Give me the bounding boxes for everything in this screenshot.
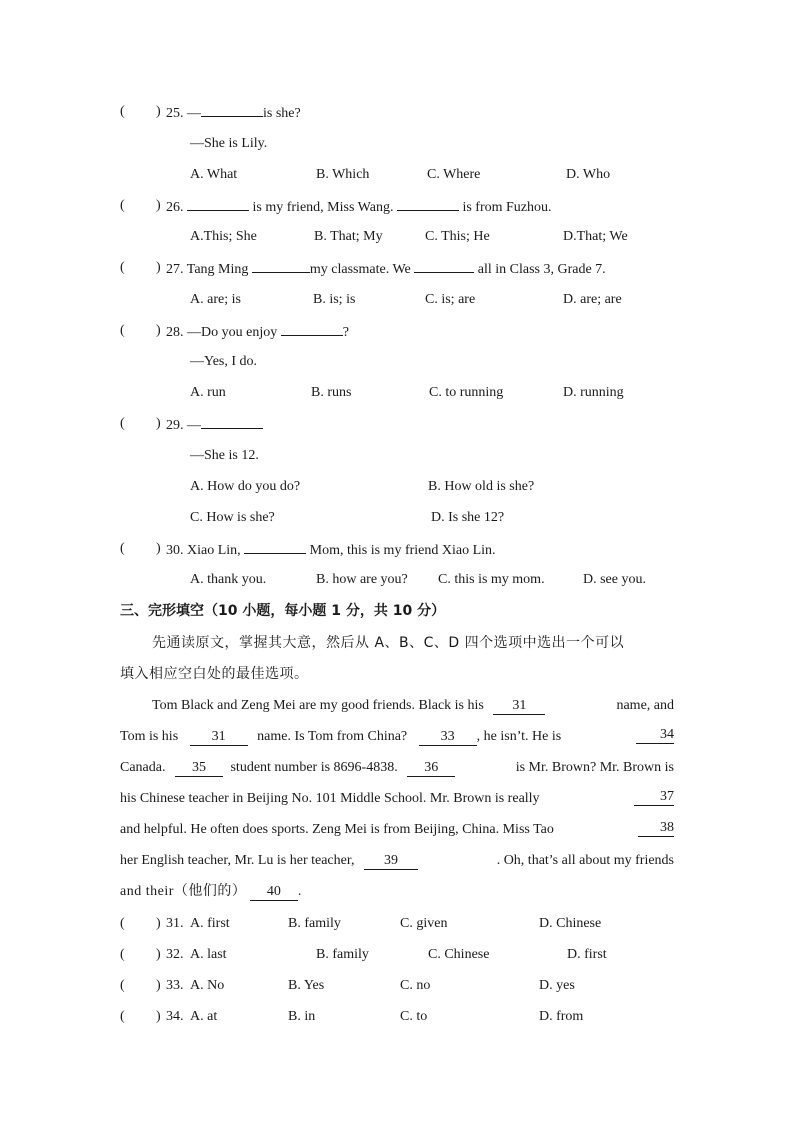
option-a: A. run — [190, 385, 226, 400]
answer-paren-open: ( — [120, 260, 125, 275]
option-c: C. this is my mom. — [438, 572, 545, 587]
option-d: D. are; are — [563, 292, 622, 307]
passage-text: is Mr. Brown? Mr. Brown is — [515, 760, 674, 775]
passage-text: his Chinese teacher in Beijing No. 101 Middle School. Mr. Brown is really — [120, 791, 540, 806]
option-c: C. no — [400, 978, 431, 993]
question-mark: ? — [342, 325, 349, 340]
option-d: D. first — [567, 947, 607, 962]
passage-line-7 — [120, 882, 301, 902]
answer-paren-close: ) — [156, 198, 161, 213]
question-number — [166, 102, 301, 124]
option-b: B. family — [316, 947, 369, 962]
passage-text: her English teacher, Mr. Lu is her teacher, — [120, 853, 355, 868]
passage-text: and helpful. He often does sports. Zeng Mei is from Beijing, China. Miss Tao — [120, 822, 554, 837]
option-c: C. How is she? — [190, 510, 275, 525]
option-a: A. No — [190, 978, 225, 993]
question-number-text: 26. — [166, 200, 184, 215]
answer-blank — [252, 258, 310, 273]
option-b: B. in — [288, 1009, 316, 1024]
passage-line-4 — [120, 789, 674, 809]
passage-text: name, and — [616, 698, 674, 713]
answer-blank — [244, 539, 306, 554]
answer-paren-close: ) — [156, 947, 161, 962]
question-number: 32. — [166, 947, 184, 962]
answer-paren-open: ( — [120, 916, 125, 931]
question-number — [166, 414, 263, 436]
option-a: A. last — [190, 947, 227, 962]
question-stem: my classmate. We — [309, 262, 411, 277]
option-c: C. This; He — [425, 229, 490, 244]
passage-line-5 — [120, 820, 674, 840]
answer-blank — [187, 196, 249, 211]
passage-text: Canada. — [120, 760, 166, 775]
answer-blank — [201, 414, 263, 429]
passage-line-1 — [152, 696, 674, 716]
answer-paren-close: ) — [156, 978, 161, 993]
instruction-line-1: 先通读原文，掌握其大意，然后从 A、B、C、D 四个选项中选出一个可以 — [152, 635, 625, 651]
answer-paren-close: ) — [156, 1009, 161, 1024]
option-b: B. runs — [311, 385, 352, 400]
answer-paren-close: ) — [156, 916, 161, 931]
option-a: A. at — [190, 1009, 218, 1024]
option-d: D. Is she 12? — [431, 510, 505, 525]
question-stem: all in Class 3, Grade 7. — [477, 262, 606, 277]
question-stem: is my friend, Miss Wang. — [252, 200, 394, 215]
option-a: A. thank you. — [190, 572, 267, 587]
question-number: 31. — [166, 916, 184, 931]
answer-paren-open: ( — [120, 978, 125, 993]
question-number — [166, 321, 349, 343]
answer-paren-open: ( — [120, 541, 125, 556]
dash: — — [187, 106, 201, 121]
option-c: C. Chinese — [428, 947, 490, 962]
answer-paren-close: ) — [156, 323, 161, 338]
passage-text: and their（他们的） — [120, 884, 247, 899]
blank-37: 37 — [634, 789, 674, 806]
answer-paren-open: ( — [120, 104, 125, 119]
reply-line: —Yes, I do. — [190, 354, 258, 369]
option-a: A. What — [190, 167, 238, 182]
question-stem: —Do you enjoy — [187, 325, 278, 340]
option-c: C. to running — [429, 385, 504, 400]
answer-paren-close: ) — [156, 260, 161, 275]
option-c: C. Where — [427, 167, 481, 182]
option-c: C. given — [400, 916, 448, 931]
blank-36: 36 — [407, 760, 455, 777]
option-b: B. is; is — [313, 292, 356, 307]
reply-line: —She is Lily. — [190, 136, 268, 151]
blank-40: 40 — [250, 884, 298, 901]
option-d: D. Chinese — [539, 916, 602, 931]
option-b: B. family — [288, 916, 341, 931]
blank-33: 33 — [419, 729, 477, 746]
option-a: A. are; is — [190, 292, 241, 307]
answer-paren-open: ( — [120, 947, 125, 962]
passage-text: , he isn’t. He is — [476, 729, 562, 744]
passage-text: . — [297, 884, 302, 899]
option-b: B. Yes — [288, 978, 325, 993]
answer-paren-close: ) — [156, 104, 161, 119]
blank-31: 31 — [493, 698, 545, 715]
option-a: A.This; She — [190, 229, 257, 244]
option-b: B. Which — [316, 167, 370, 182]
question-number-text: 25. — [166, 106, 184, 121]
question-number: 34. — [166, 1009, 184, 1024]
answer-paren-open: ( — [120, 1009, 125, 1024]
answer-paren-open: ( — [120, 323, 125, 338]
option-c: C. to — [400, 1009, 428, 1024]
blank-39: 39 — [364, 853, 418, 870]
answer-blank — [414, 258, 474, 273]
question-stem: is from Fuzhou. — [462, 200, 552, 215]
passage-text: . Oh, that’s all about my friends — [496, 853, 674, 868]
question-number — [166, 539, 496, 561]
passage-line-3 — [120, 758, 674, 778]
question-number: 33. — [166, 978, 184, 993]
question-number-text: 29. — [166, 418, 184, 433]
option-b: B. how are you? — [316, 572, 408, 587]
answer-blank — [397, 196, 459, 211]
question-number-text: 27. — [166, 262, 184, 277]
answer-paren-close: ) — [156, 541, 161, 556]
passage-line-6 — [120, 851, 674, 871]
passage-text: Tom is his — [120, 729, 179, 744]
question-stem: Tang Ming — [186, 262, 249, 277]
option-d: D. running — [563, 385, 624, 400]
blank-34: 34 — [636, 727, 674, 744]
answer-paren-open: ( — [120, 416, 125, 431]
answer-paren-close: ) — [156, 416, 161, 431]
option-a: A. How do you do? — [190, 479, 301, 494]
answer-blank — [281, 321, 343, 336]
passage-line-2 — [120, 727, 674, 747]
option-d: D. see you. — [583, 572, 646, 587]
answer-blank — [201, 102, 263, 117]
blank-35: 35 — [175, 760, 223, 777]
dash: — — [187, 418, 201, 433]
option-d: D. yes — [539, 978, 575, 993]
option-d: D.That; We — [563, 229, 628, 244]
option-c: C. is; are — [425, 292, 476, 307]
section-heading: 三、完形填空（10 小题，每小题 1 分，共 10 分） — [120, 603, 446, 619]
answer-paren-open: ( — [120, 198, 125, 213]
passage-text: student number is 8696-4838. — [230, 760, 398, 775]
option-b: B. That; My — [314, 229, 383, 244]
option-d: D. from — [539, 1009, 584, 1024]
passage-text: name. Is Tom from China? — [257, 729, 408, 744]
reply-line: —She is 12. — [190, 448, 259, 463]
option-a: A. first — [190, 916, 230, 931]
option-b: B. How old is she? — [428, 479, 535, 494]
option-d: D. Who — [566, 167, 611, 182]
question-stem: is she? — [263, 106, 301, 121]
question-number — [166, 258, 606, 280]
instruction-line-2: 填入相应空白处的最佳选项。 — [120, 666, 309, 682]
question-number-text: 30. — [166, 543, 184, 558]
blank-38: 38 — [638, 820, 674, 837]
blank-31: 31 — [190, 729, 248, 746]
question-stem: Mom, this is my friend Xiao Lin. — [309, 543, 496, 558]
question-stem: Xiao Lin, — [187, 543, 241, 558]
question-number-text: 28. — [166, 325, 184, 340]
passage-text: Tom Black and Zeng Mei are my good friends. Black is his — [152, 698, 484, 713]
question-number — [166, 196, 552, 218]
